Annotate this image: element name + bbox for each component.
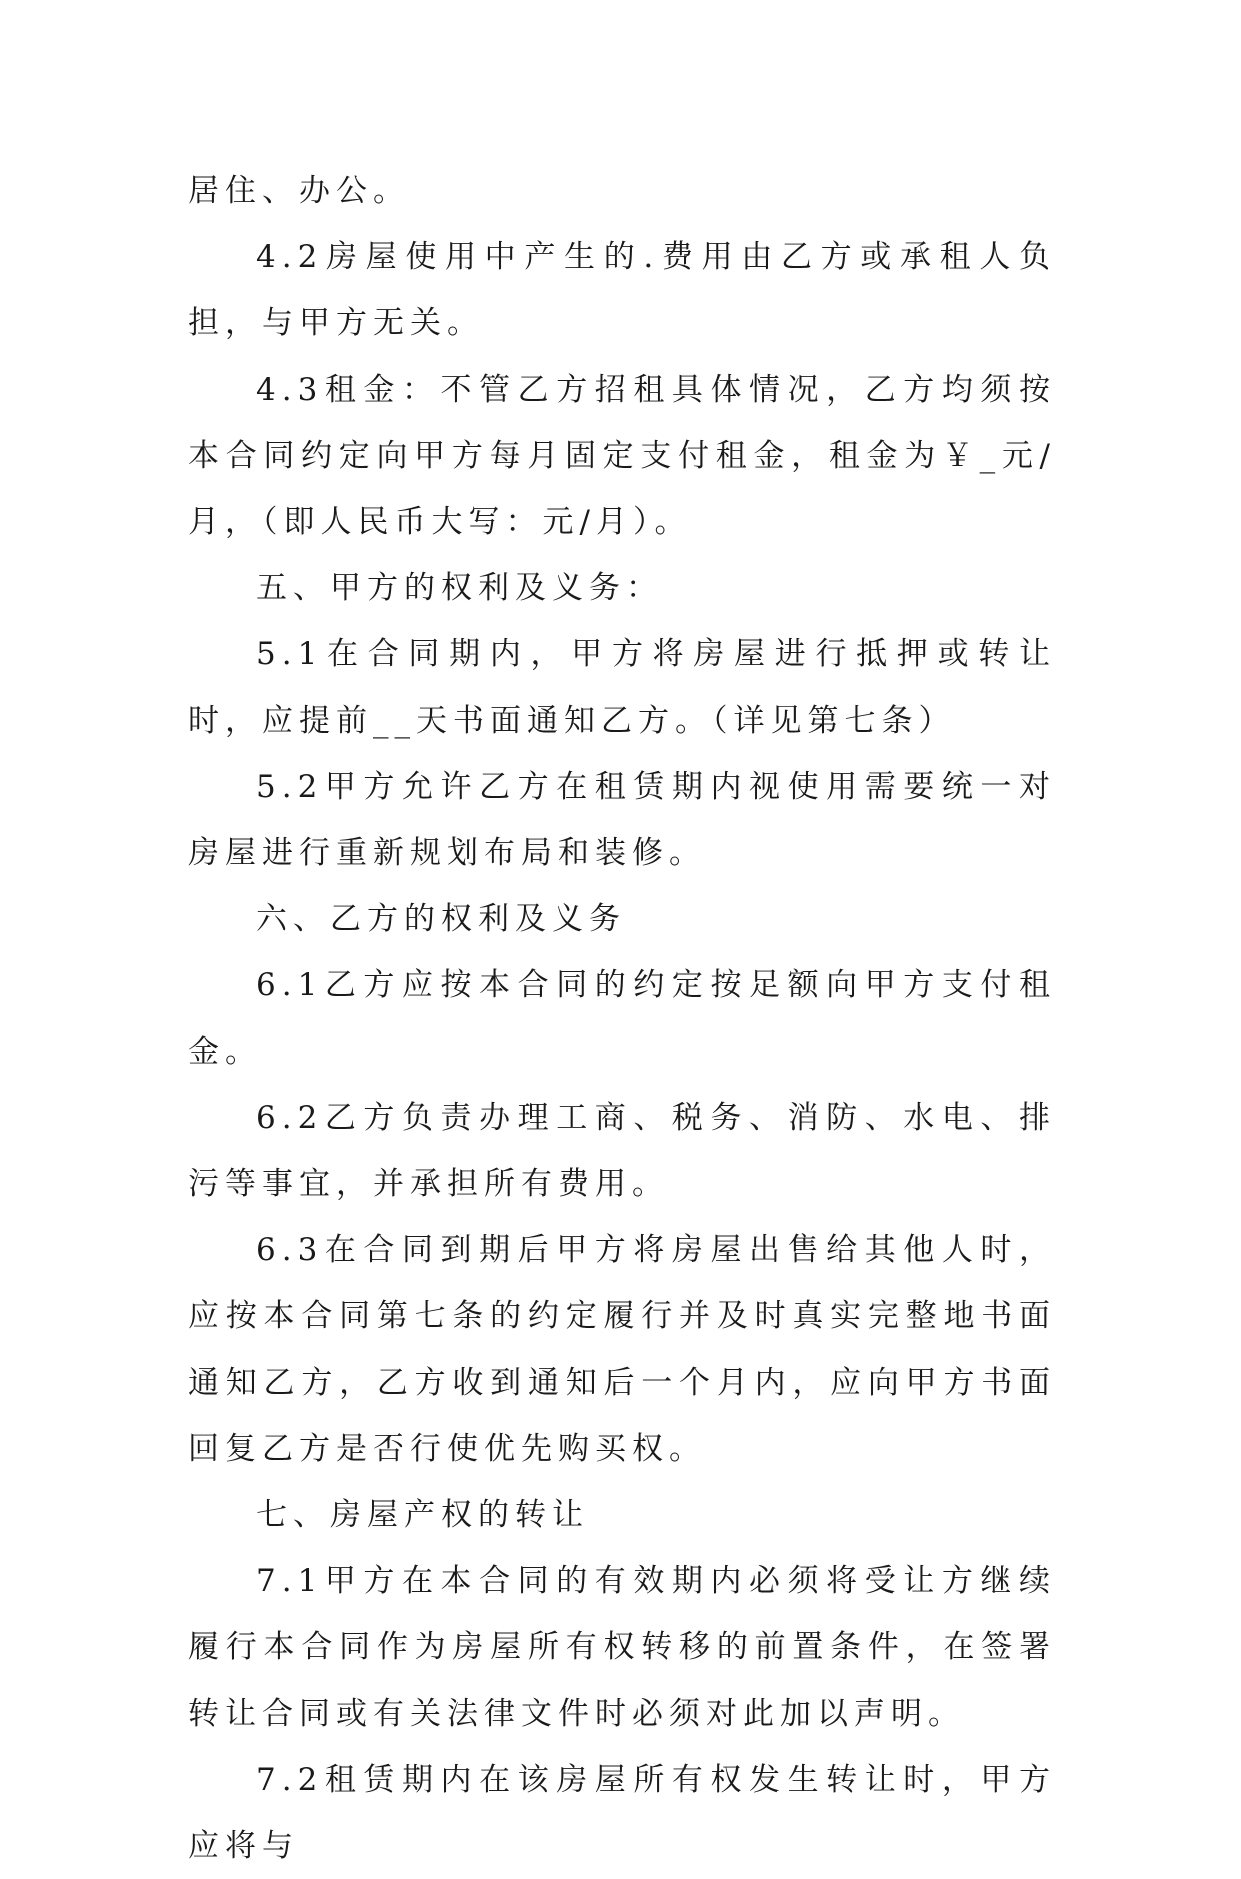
clause-4-3: 4.3租金：不管乙方招租具体情况，乙方均须按本合同约定向甲方每月固定支付租金，租金为￥_元/月，（即人民币大写：元/月）。 bbox=[188, 371, 1056, 541]
contract-body bbox=[188, 158, 1056, 1879]
clause-5-1: 5.1在合同期内，甲方将房屋进行抵押或转让时，应提前__天书面通知乙方。（详见第七条） bbox=[188, 636, 1056, 739]
section-heading-7: 七、房屋产权的转让 bbox=[256, 1497, 589, 1534]
clause-6-3: 6.3在合同到期后甲方将房屋出售给其他人时，应按本合同第七条的约定履行并及时真实完整地书面通知乙方，乙方收到通知后一个月内，应向甲方书面回复乙方是否行使优先购买权。 bbox=[188, 1232, 1056, 1467]
clause-5-2: 5.2甲方允许乙方在租赁期内视使用需要统一对房屋进行重新规划布局和装修。 bbox=[188, 768, 1056, 872]
section-heading-5: 五、甲方的权利及义务： bbox=[256, 570, 663, 607]
paragraph-continuation: 居住、办公。 bbox=[188, 173, 410, 209]
clause-6-1: 6.1乙方应按本合同的约定按足额向甲方支付租金。 bbox=[188, 967, 1056, 1070]
clause-4-2: 4.2房屋使用中产生的.费用由乙方或承租人负担，与甲方无关。 bbox=[188, 239, 1056, 342]
clause-7-1: 7.1甲方在本合同的有效期内必须将受让方继续履行本合同作为房屋所有权转移的前置条件，在签署转让合同或有关法律文件时必须对此加以声明。 bbox=[188, 1563, 1056, 1732]
clause-7-2: 7.2租赁期内在该房屋所有权发生转让时，甲方应将与 bbox=[188, 1761, 1056, 1865]
clause-6-2: 6.2乙方负责办理工商、税务、消防、水电、排污等事宜，并承担所有费用。 bbox=[188, 1099, 1056, 1203]
section-heading-6: 六、乙方的权利及义务 bbox=[256, 901, 626, 938]
